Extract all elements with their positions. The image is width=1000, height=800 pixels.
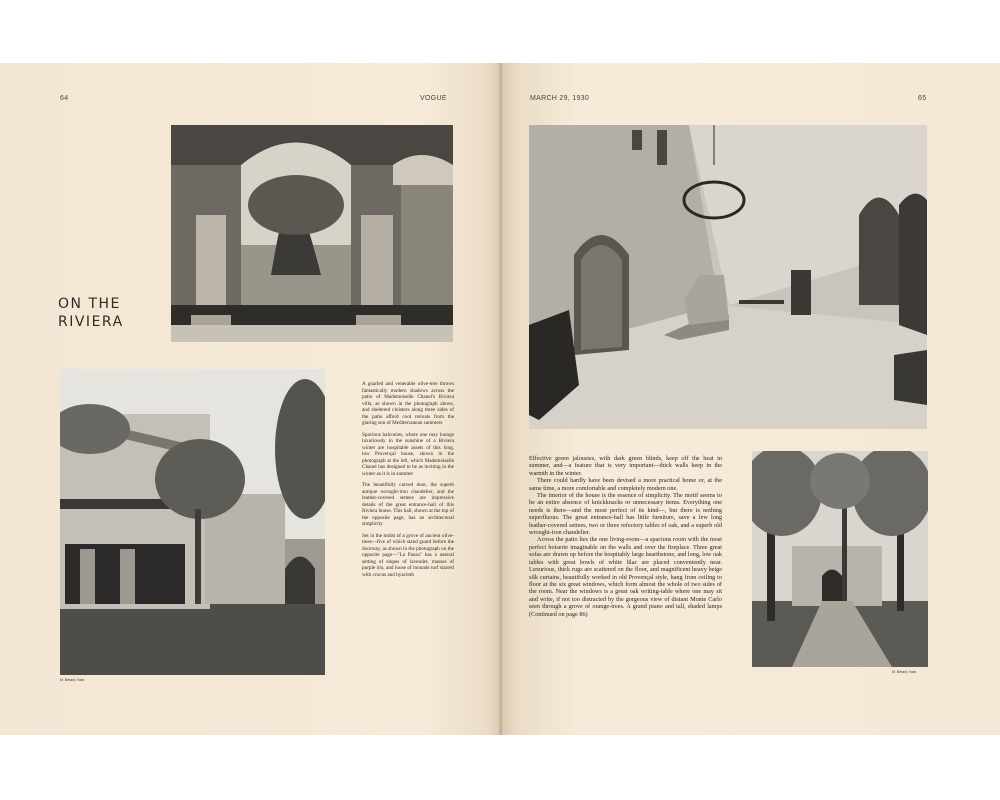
article-body [529,455,722,618]
page-number: 65 [918,95,927,102]
body-paragraph: There could hardly have been devised a more practical home or, at the same time, a more comfortable and completely modern one. [529,477,722,492]
photo-patio-arcade [171,125,453,342]
caption-column [362,381,454,583]
body-paragraph: Effective green jalousies, with dark green blinds, keep off the heat in summer, and—a feature that is very important—thick walls keep in the warmth in the winter. [529,455,722,477]
date-line: MARCH 29, 1930 [530,95,590,102]
title-line-1: ON THE [58,296,121,312]
page-number: 64 [60,95,69,102]
title-line-2: RIVIERA [58,314,124,330]
caption-paragraph: Spacious balconies, where one may lounge luxuriously in the sunshine of a Riviera winter are hospitable assets of this long, low Provençal house, shown in the photograph at the left, which Mademoiselle Chanel has designed to be as inviting in the winter as it is in summer [362,431,454,477]
caption-paragraph: A gnarled and venerable olive-tree throws fantastically modern shadows across the patio of Mademoiselle Chanel's Riviera villa, as shown in the photograph above, and sheltered cloisters along three sides of the patio afford cool retreats from the glaring sun of Mediterranean summers [362,381,454,426]
running-head: VOGUE [420,95,447,102]
magazine-spread [0,63,1000,735]
left-page [0,63,502,735]
caption-paragraph: The beautifully carved door, the superb antique wrought-iron chandelier, and the leather-covered settees are impressive details of the great entrance-hall of this Riviera house. This hall, shown at the top of the opposite page, has an architectural simplicity [362,482,454,527]
photo-entrance-hall [529,125,927,429]
photo-house-balconies [60,369,325,675]
article-title [58,295,124,331]
photo-credit-left: M. Bérard, Nice [60,678,85,682]
body-paragraph: Across the patio lies the one living-room—a spacious room with the most perfect boiserie imaginable on the walls and over the fireplace. Three great sofas are drawn up before the hospitably large hearthstone, and long, low oak tables with great bowls of white lilac are placed conveniently near. Luxurious, thick rugs are scattered on the floor, and magnificent heavy beige silk curtains, beautifully worked in old Provençal style, hang from ceiling to floor at the six great windows, which form almost the whole of two sides of the room. Near the windows is a great oak writing-table where one may sit and write, if not too distracted by the gorgeous view of distant Monte Carlo seen through a grove of orange-trees. A grand piano and tall, shaded lamps (Continued on page 86) [529,536,722,618]
body-paragraph: The interior of the house is the essence of simplicity. The motif seems to be an entire absence of knickknacks or unnecessary items. Everything one needs is there—and the most perfect of its kind—, but there is nothing superfluous. The great entrance-hall has little furniture, save a few long leather-covered settees, two or three refectory tables of oak, and a superb old wrought-iron chandelier. [529,492,722,537]
photo-credit-right: M. Bérard, Nice [892,670,917,674]
photo-olive-grove-path [752,451,928,667]
caption-paragraph: Set in the midst of a grove of ancient olive-trees—five of which stand guard before the doorway, as shown in the photograph on the opposite page—"La Pausa" has a natural setting of slopes of lavender, masses of purple iris, and loose of mounds turf starred with crocus and hyacinth [362,532,454,578]
right-page [502,63,1000,735]
